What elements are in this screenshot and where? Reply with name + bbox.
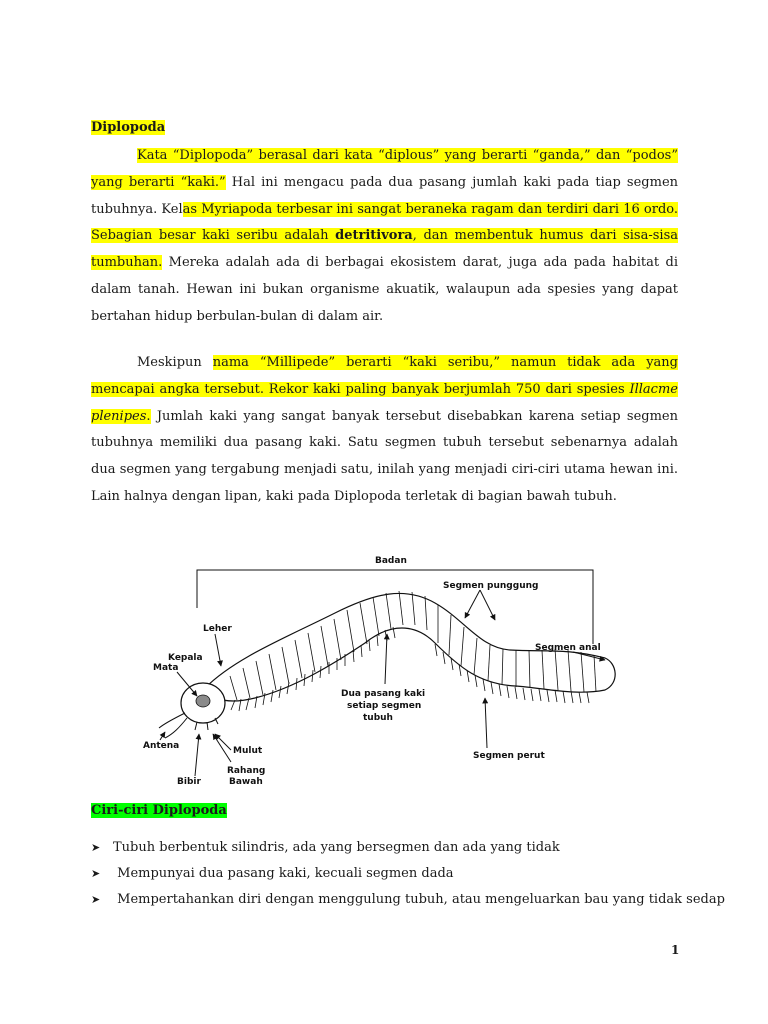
para1-sentence-4: Mereka adalah ada di berbagai ekosistem darat, juga ada pada habitat di dalam tanah. Hewan ini bukan organisme akuatik, walaupun ada spesies yang dapat bertahan hidup berbulan-bulan di dalam air. xyxy=(91,255,678,324)
list-item xyxy=(91,835,711,861)
label-rahang-1: Rahang xyxy=(227,766,266,776)
paragraph-1 xyxy=(91,143,678,331)
bullet-text: Mempunyai dua pasang kaki, kecuali segmen dada xyxy=(113,866,454,881)
label-rahang-2: Bawah xyxy=(229,777,263,787)
label-dua-pasang-1: Dua pasang kaki xyxy=(341,689,426,699)
list-item xyxy=(91,887,725,913)
para1-sentence-3c: , dan membentuk humus dari sisa-sisa tumbuhan. xyxy=(91,228,678,271)
arrow-bullet-icon: ➤ xyxy=(91,841,101,854)
para2-sentence-2: nama “Millipede” berarti “kaki seribu,” namun tidak ada yang mencapai angka tersebut. Rekor kaki paling banyak berjumlah 750 dari spesies xyxy=(91,355,678,397)
para1-sentence-2: Hal ini mengacu pada dua pasang jumlah kaki pada tiap segmen tubuhnya. Kel xyxy=(91,174,679,217)
label-dua-pasang-2: setiap segmen xyxy=(347,701,422,711)
para2-sentence-3: Jumlah kaki yang sangat banyak tersebut disebabkan karena setiap segmen tubuhnya memiliki dua pasang kaki. Satu segmen tubuh tersebut sebenarnya adalah dua segmen yang tergabung menjadi satu, inilah yang menjadi ciri-ciri utama hewan ini. Lain halnya dengan lipan, kaki pada Diplopoda terletak di bagian bawah tubuh. xyxy=(91,408,678,504)
label-kepala: Kepala xyxy=(168,653,203,663)
para2-sentence-2-end: . xyxy=(146,408,151,424)
label-badan: Badan xyxy=(375,556,407,566)
bullet-text: Mempertahankan diri dengan menggulung tubuh, atau mengeluarkan bau yang tidak sedap xyxy=(113,892,725,907)
label-dua-pasang-3: tubuh xyxy=(363,713,393,723)
para2-species-name: Illacme plenipes xyxy=(91,381,678,424)
list-item xyxy=(91,861,711,887)
page-number: 1 xyxy=(671,943,680,957)
para1-sentence-1: Kata “Diplopoda” berasal dari kata “diplous” yang berarti “ganda,” dan “podos” yang berarti “kaki.” xyxy=(91,148,678,190)
label-bibir: Bibir xyxy=(177,777,201,787)
section-heading: Diplopoda xyxy=(91,120,166,135)
characteristics-list xyxy=(91,835,725,913)
label-mata: Mata xyxy=(153,663,179,673)
label-segmen-anal: Segmen anal xyxy=(535,643,601,653)
millipede-head xyxy=(159,683,225,738)
para1-detritivora: detritivora xyxy=(335,228,413,244)
label-segmen-punggung: Segmen punggung xyxy=(443,581,539,591)
label-leher: Leher xyxy=(203,624,232,634)
label-antena: Antena xyxy=(143,741,180,751)
bullet-text: Tubuh berbentuk silindris, ada yang bersegmen dan ada yang tidak xyxy=(113,840,560,855)
paragraph-2 xyxy=(91,350,678,511)
millipede-diagram xyxy=(135,548,625,793)
para2-sentence-1: Meskipun xyxy=(137,355,213,370)
label-segmen-perut: Segmen perut xyxy=(473,751,545,761)
para1-sentence-3a: as Myriapoda terbesar ini sangat beraneka ragam dan terdiri dari 16 ordo. Sebagian besar kaki seribu adalah xyxy=(91,201,679,244)
subheading-ciri-ciri: Ciri-ciri Diplopoda xyxy=(91,803,227,818)
label-mulut: Mulut xyxy=(233,746,263,756)
arrow-bullet-icon: ➤ xyxy=(91,867,101,880)
arrow-bullet-icon: ➤ xyxy=(91,893,101,906)
